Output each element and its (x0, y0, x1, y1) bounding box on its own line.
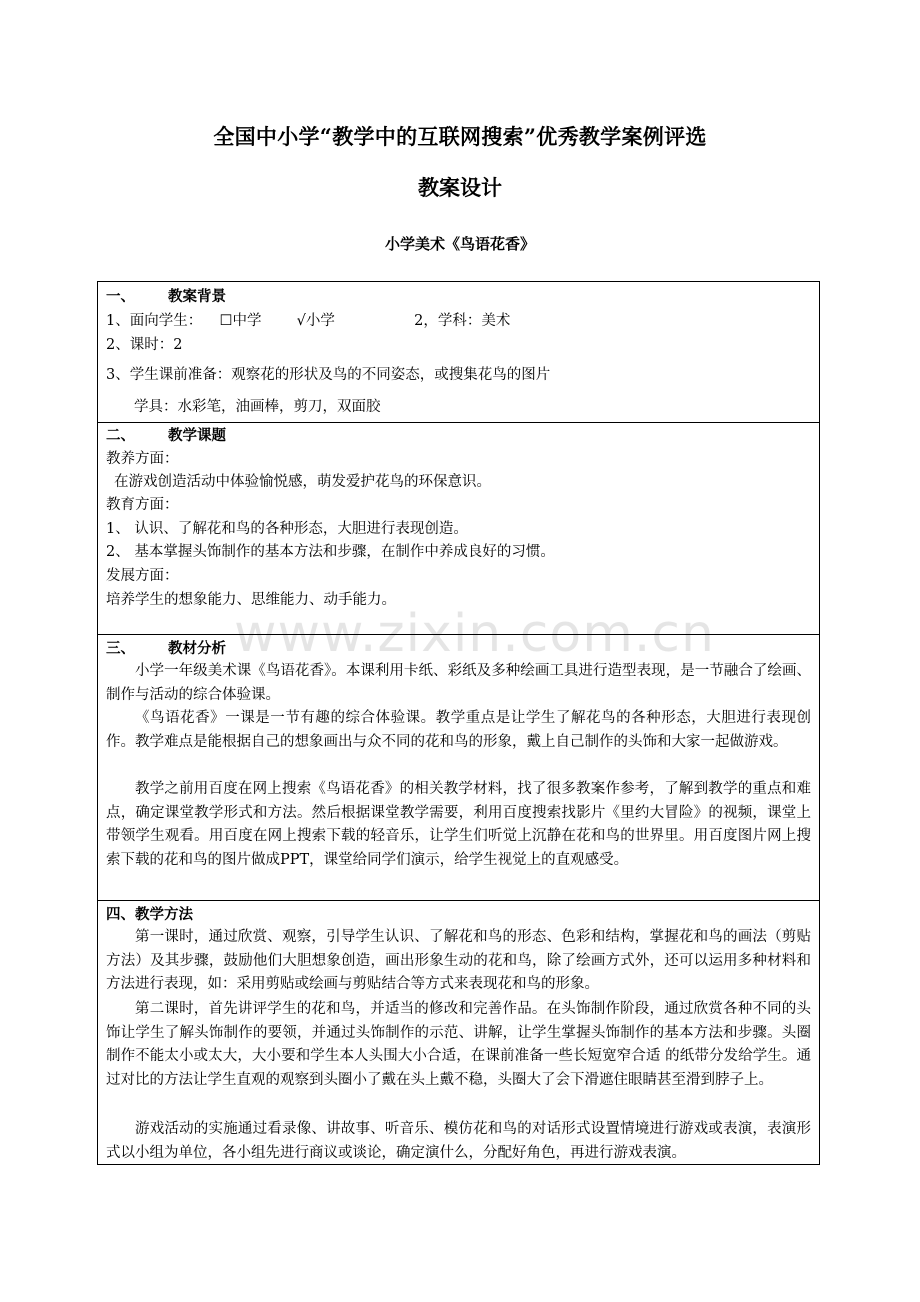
lesson-title: 小学美术《鸟语花香》 (384, 235, 535, 253)
document-subtitle: 教案设计 (418, 175, 502, 200)
section-heading: 四、教学方法 (106, 906, 193, 923)
analysis-paragraph: 小学一年级美术课《鸟语花香》。本课利用卡纸、彩纸及多种绘画工具进行造型表现，是一节融合了绘画、制作与活动的综合体验课。 (106, 663, 811, 703)
section-material-analysis (98, 635, 819, 901)
analysis-paragraph: 教学之前用百度在网上搜索《鸟语花香》的相关教学材料，找了很多教案作参考，了解到教学的重点和难点，确定课堂教学形式和方法。然后根据课堂教学需要，利用百度搜索找影片《里约大冒险》的视频，课堂上带领学生观看。用百度在网上搜索下载的轻音乐，让学生们听觉上沉静在花和鸟的世界里。用百度图片网上搜索下载的花和鸟的图片做成PPT，课堂给同学们演示，给学生视觉上的直观感受。 (106, 781, 811, 868)
watermark: www.zixin.com.cn (234, 604, 715, 664)
topic-line: 教育方面： (106, 497, 179, 513)
section-heading-text: 教案背景 (168, 288, 226, 305)
method-paragraph: 第二课时，首先讲评学生的花和鸟，并适当的修改和完善作品。在头饰制作阶段，通过欣赏各种不同的头饰让学生了解头饰制作的要领，并通过头饰制作的示范、讲解，让学生掌握头饰制作的基本方法和步骤。头圈制作不能太小或太大，大小要和学生本人头围大小合适，在课前准备一些长短宽窄合适 的纸带分发给学生。通过对比的方法让学生直观的观察到头圈小了戴在头上戴不稳，头圈大了会下滑遮住眼睛甚至滑到脖子上。 (106, 1001, 811, 1088)
option-middle-school: ☐中学 (219, 313, 262, 329)
topic-line: 在游戏创造活动中体验愉悦感，萌发爱护花鸟的环保意识。 (114, 474, 491, 490)
student-tools: 学具：水彩笔，油画棒，剪刀，双面胶 (134, 399, 381, 415)
option-primary-school: √小学 (296, 313, 335, 329)
section-number: 二、 (106, 427, 135, 444)
section-heading-text: 教材分析 (168, 640, 226, 657)
section-number: 一、 (106, 288, 135, 305)
method-paragraph: 第一课时，通过欣赏、观察，引导学生认识、了解花和鸟的形态、色彩和结构，掌握花和鸟的画法（剪贴方法）及其步骤，鼓励他们大胆想象创造，画出形象生动的花和鸟，除了绘画方式外，还可以运用多种材料和方法进行表现，如：采用剪贴或绘画与剪贴结合等方式来表现花和鸟的形象。 (106, 929, 811, 992)
section-background (98, 282, 819, 423)
analysis-paragraph: 《鸟语花香》一课是一节有趣的综合体验课。教学重点是让学生了解花鸟的各种形态，大胆进行表现创作。教学难点是能根据自己的想象画出与众不同的花和鸟的形象，戴上自己制作的头饰和大家一起做游戏。 (106, 710, 811, 750)
lesson-plan-table (97, 281, 820, 1165)
class-hours: 2、课时：2 (106, 337, 183, 353)
target-students-row (106, 309, 811, 330)
method-paragraph: 游戏活动的实施通过看录像、讲故事、听音乐、模仿花和鸟的对话形式设置情境进行游戏或表演，表演形式以小组为单位，各小组先进行商议或谈论，确定演什么，分配好角色，再进行游戏表演。 (106, 1121, 811, 1161)
topic-line: 2、 基本掌握头饰制作的基本方法和步骤，在制作中养成良好的习惯。 (106, 544, 555, 560)
topic-line: 教养方面： (106, 451, 179, 467)
section-heading (106, 424, 811, 445)
target-students-label: 1、面向学生： (106, 313, 203, 329)
section-number: 三、 (106, 640, 135, 657)
topic-line: 发展方面： (106, 568, 179, 584)
section-heading-text: 教学课题 (168, 427, 226, 444)
document-title: 全国中小学“教学中的互联网搜索”优秀教学案例评选 (213, 124, 707, 149)
subject-text: 2，学科：美术 (414, 313, 511, 329)
section-heading (106, 285, 811, 306)
student-preparation: 3、学生课前准备：观察花的形状及鸟的不同姿态，或搜集花鸟的图片 (106, 367, 551, 383)
section-teaching-methods (98, 901, 819, 1166)
topic-line: 1、 认识、了解花和鸟的各种形态，大胆进行表现创造。 (106, 521, 468, 537)
topic-line: 培养学生的想象能力、思维能力、动手能力。 (106, 592, 396, 608)
